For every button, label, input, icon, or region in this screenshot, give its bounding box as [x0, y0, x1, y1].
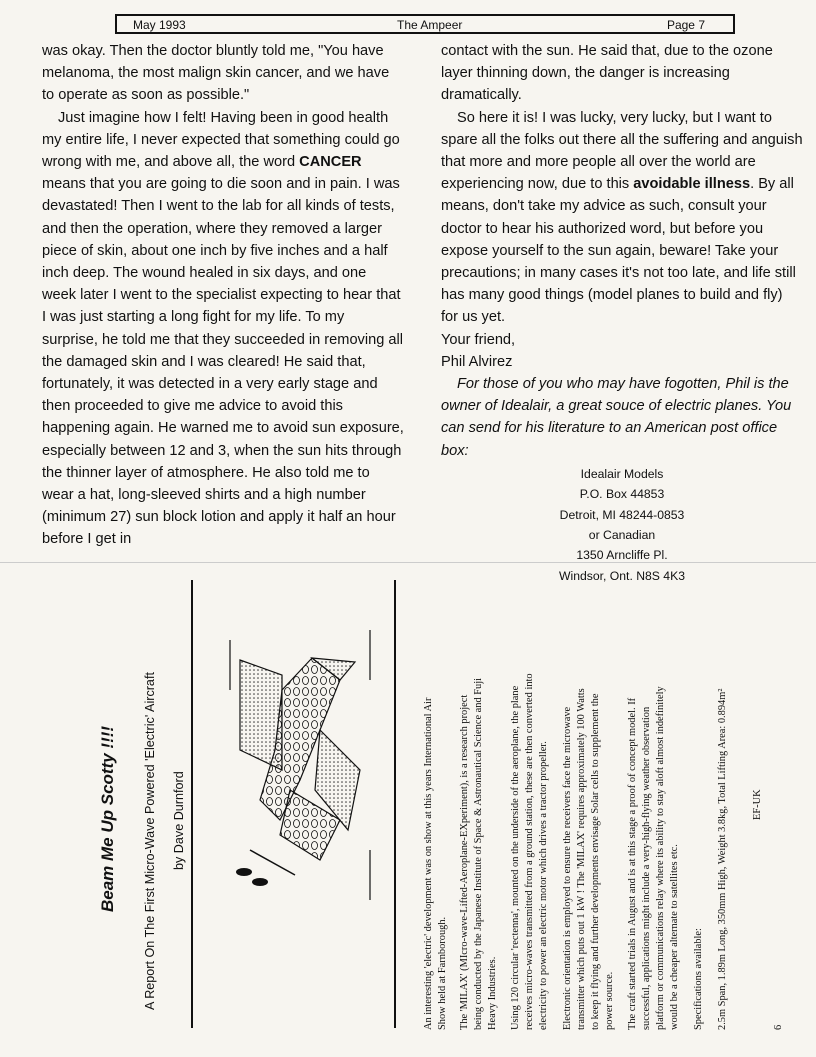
article-line: would be a cheaper alternate to satellites etc. — [669, 844, 680, 1030]
header-page: Page 7 — [666, 18, 705, 32]
address-line: Detroit, MI 48244-0853 — [559, 507, 685, 522]
address-line: Idealair Models — [580, 466, 664, 481]
article-line: An interesting 'electric' development was on show at this years International Air — [423, 697, 434, 1030]
page-number: 6 — [773, 1024, 784, 1030]
signature: Phil Alvirez — [441, 353, 513, 370]
right-column — [441, 40, 803, 586]
article-line: platform or communications relay where its ability to stay aloft almost indefinitely — [655, 686, 666, 1030]
article-line: Using 120 circular 'rectenna', mounted on the underside of the aeroplane, the plane — [510, 685, 521, 1030]
header-title: The Ampeer — [397, 18, 463, 32]
article-line: being conducted by the Japanese Institute of Space & Astronautical Science and Fuji — [473, 677, 484, 1030]
right-paragraph-1: contact with the sun. He said that, due to the ozone layer thinning down, the danger is increasing dramatically. — [441, 43, 773, 104]
article-credit: EF-UK — [752, 789, 763, 820]
address-line: 1350 Arncliffe Pl. — [576, 548, 668, 563]
article-line: successful, applications might include a very-high-flying weather observation — [641, 706, 652, 1030]
article-byline: by Dave Durnford — [172, 771, 186, 870]
cancer-emphasis: CANCER — [299, 154, 362, 171]
illness-emphasis: avoidable illness — [633, 176, 751, 193]
section-divider — [0, 562, 816, 563]
rule-right — [394, 580, 396, 1028]
left-paragraph-2: Just imagine how I felt! Having been in good health my entire life, I never expected that something could go wrong with me, and above all, the word CANCER means that you are going to die soon and in pain. I was devastated! Then I went to the lab for all kinds of tests, and then the operation, where they removed a larger piece of skin, about one inch by five inches and a half inch deep. The wound healed in six days, and one week later I went to the specialist expecting to hear that I was just starting a long fight for my life. To my surprise, he told me that they succeeded in removing all the damaged skin and I was cleared! He said that, fortunately, it was detected in a very early stage and then proceeded to give me advice to avoid this happening again. He warned me to avoid sun exposure, especially between 12 and 3, when the sun hits through the thinner layer of atmosphere. He also told me to wear a hat, long-sleeved shirts and a high number (minimum 27) sun block lotion and apply it half an hour before I get in — [42, 109, 404, 548]
article-title: Beam Me Up Scotty !!!! — [98, 725, 117, 912]
article-line: transmitter which puts out 1 kW ! The 'MILAX' requires approximately 100 Watts — [576, 688, 587, 1030]
editor-note: For those of you who may have fogotten, Phil is the owner of Idealair, a great souce of electric planes. You can send for his literature to an American post office box: — [441, 376, 792, 459]
article-line: The 'MILAX' (MIcro-wave-Lifted-Aeroplane-EXperiment), is a research project — [459, 694, 470, 1030]
page-header — [115, 14, 735, 34]
article-line: power source. — [604, 971, 615, 1030]
address-block — [441, 464, 803, 586]
rule-left — [191, 580, 193, 1028]
article-line: to keep it flying and further developments envisage Solar cells to supplement the — [590, 693, 601, 1030]
article-subtitle: A Report On The First Micro-Wave Powered 'Electric' Aircraft — [143, 672, 157, 1010]
article-line: Specifications available: — [693, 928, 704, 1030]
article-line: 2.5m Span, 1.89m Long, 350mm High, Weight 3.8kg, Total Lifting Area: 0.894m² — [717, 688, 728, 1030]
article-line: receives micro-waves transmitted from a ground station, these are then converted into — [524, 673, 535, 1030]
left-column — [42, 40, 404, 551]
address-line: or Canadian — [588, 528, 656, 543]
closing: Your friend, — [441, 331, 516, 348]
address-line: P.O. Box 44853 — [579, 487, 665, 502]
article-line: The craft started trials in August and is at this stage a proof of concept model. If — [627, 697, 638, 1030]
header-date: May 1993 — [133, 18, 186, 32]
address-line: Windsor, Ont. N8S 4K3 — [559, 568, 685, 583]
article-line: Show held at Farnborough. — [437, 916, 448, 1030]
right-paragraph-2: So here it is! I was lucky, very lucky, but I want to spare all the folks out there all the suffering and anguish that more and more people all over the world are experiencing now, due to this avoidable illness. By all means, don't take my advice as such, consult your doctor to hear his authorized word, but before you expose yourself to the sun again, beware! Take your precautions; in many cases it's not too late, and life still has many good things (model planes to build and fly) for us yet. — [441, 109, 803, 326]
article-line: Heavy Industries. — [487, 956, 498, 1030]
article-line: electricity to power an electric motor which drives a tractor propeller. — [538, 741, 549, 1030]
milax-aircraft-illustration — [220, 620, 380, 910]
article-line: Electronic orientation is employed to ensure the receivers face the microwave — [562, 706, 573, 1030]
left-paragraph-1: was okay. Then the doctor bluntly told me, "You have melanoma, the most malign skin cancer, and we have to operate as soon as possible." — [42, 43, 390, 104]
